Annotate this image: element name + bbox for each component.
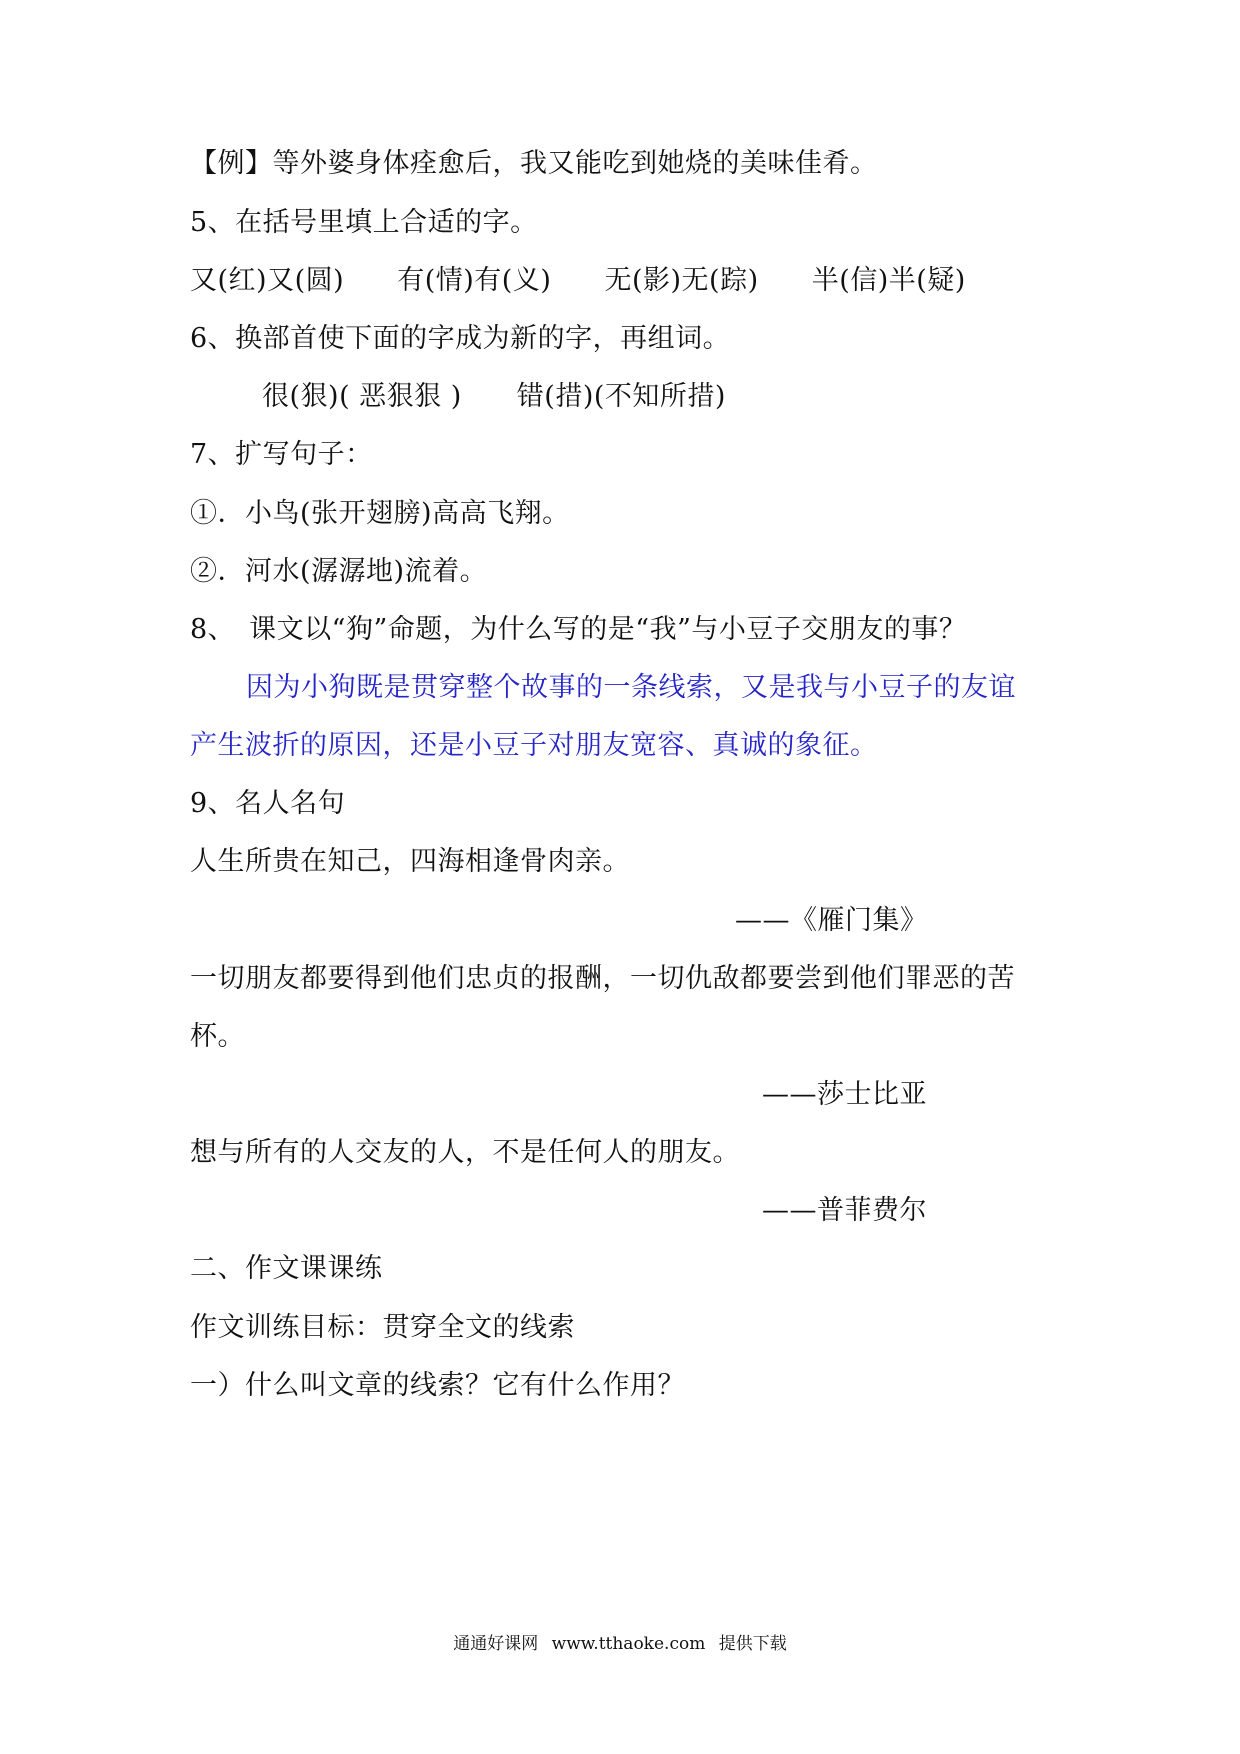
page-footer <box>0 1632 1240 1656</box>
question-7-item-2: ②．河水(潺潺地)流着。 <box>190 556 488 587</box>
footer-note: 提供下载 <box>718 1634 787 1654</box>
question-6-answer: 很(狠)( 恶狠狠 ) 错(措)(不知所措) <box>262 381 726 412</box>
idiom-answer: 无(影)无(踪) <box>604 265 759 296</box>
question-7-item-1: ①．小鸟(张开翅膀)高高飞翔。 <box>190 498 570 529</box>
idiom-answer: 半(信)半(疑) <box>811 265 966 296</box>
question-6: 6、换部首使下面的字成为新的字，再组词。 <box>190 323 731 354</box>
question-9: 9、名人名句 <box>190 788 346 819</box>
question-8-answer-line-2: 产生波折的原因，还是小豆子对朋友宽容、真诚的象征。 <box>190 730 878 761</box>
quote-1-source: ——《雁门集》 <box>735 905 928 936</box>
question-5-answers <box>190 263 966 299</box>
quote-3: 想与所有的人交友的人，不是任何人的朋友。 <box>190 1137 740 1168</box>
subsection-1: 一）什么叫文章的线索？它有什么作用？ <box>190 1370 685 1401</box>
question-8: 8、 课文以“狗”命题，为什么写的是“我”与小豆子交朋友的事？ <box>190 614 967 645</box>
quote-2-source: ——莎士比亚 <box>762 1079 927 1110</box>
quote-3-source: ——普菲费尔 <box>762 1195 927 1226</box>
example-line: 【例】等外婆身体痊愈后，我又能吃到她烧的美味佳肴。 <box>190 148 878 179</box>
question-5: 5、在括号里填上合适的字。 <box>190 207 538 238</box>
footer-site-name: 通通好课网 <box>453 1634 539 1654</box>
question-8-answer-line-1: 因为小狗既是贯穿整个故事的一条线索，又是我与小豆子的友谊 <box>246 672 1016 703</box>
quote-1: 人生所贵在知己，四海相逢骨肉亲。 <box>190 846 630 877</box>
question-7: 7、扩写句子： <box>190 439 373 470</box>
idiom-answer: 又(红)又(圆) <box>190 265 345 296</box>
section-2-heading: 二、作文课课练 <box>190 1253 383 1284</box>
training-goal: 作文训练目标：贯穿全文的线索 <box>190 1312 575 1343</box>
footer-url[interactable]: www.tthaoke.com <box>551 1634 706 1654</box>
quote-2-line-2: 杯。 <box>190 1021 245 1052</box>
idiom-answer: 有(情)有(义) <box>397 265 552 296</box>
quote-2-line-1: 一切朋友都要得到他们忠贞的报酬，一切仇敌都要尝到他们罪恶的苦 <box>190 963 1015 994</box>
